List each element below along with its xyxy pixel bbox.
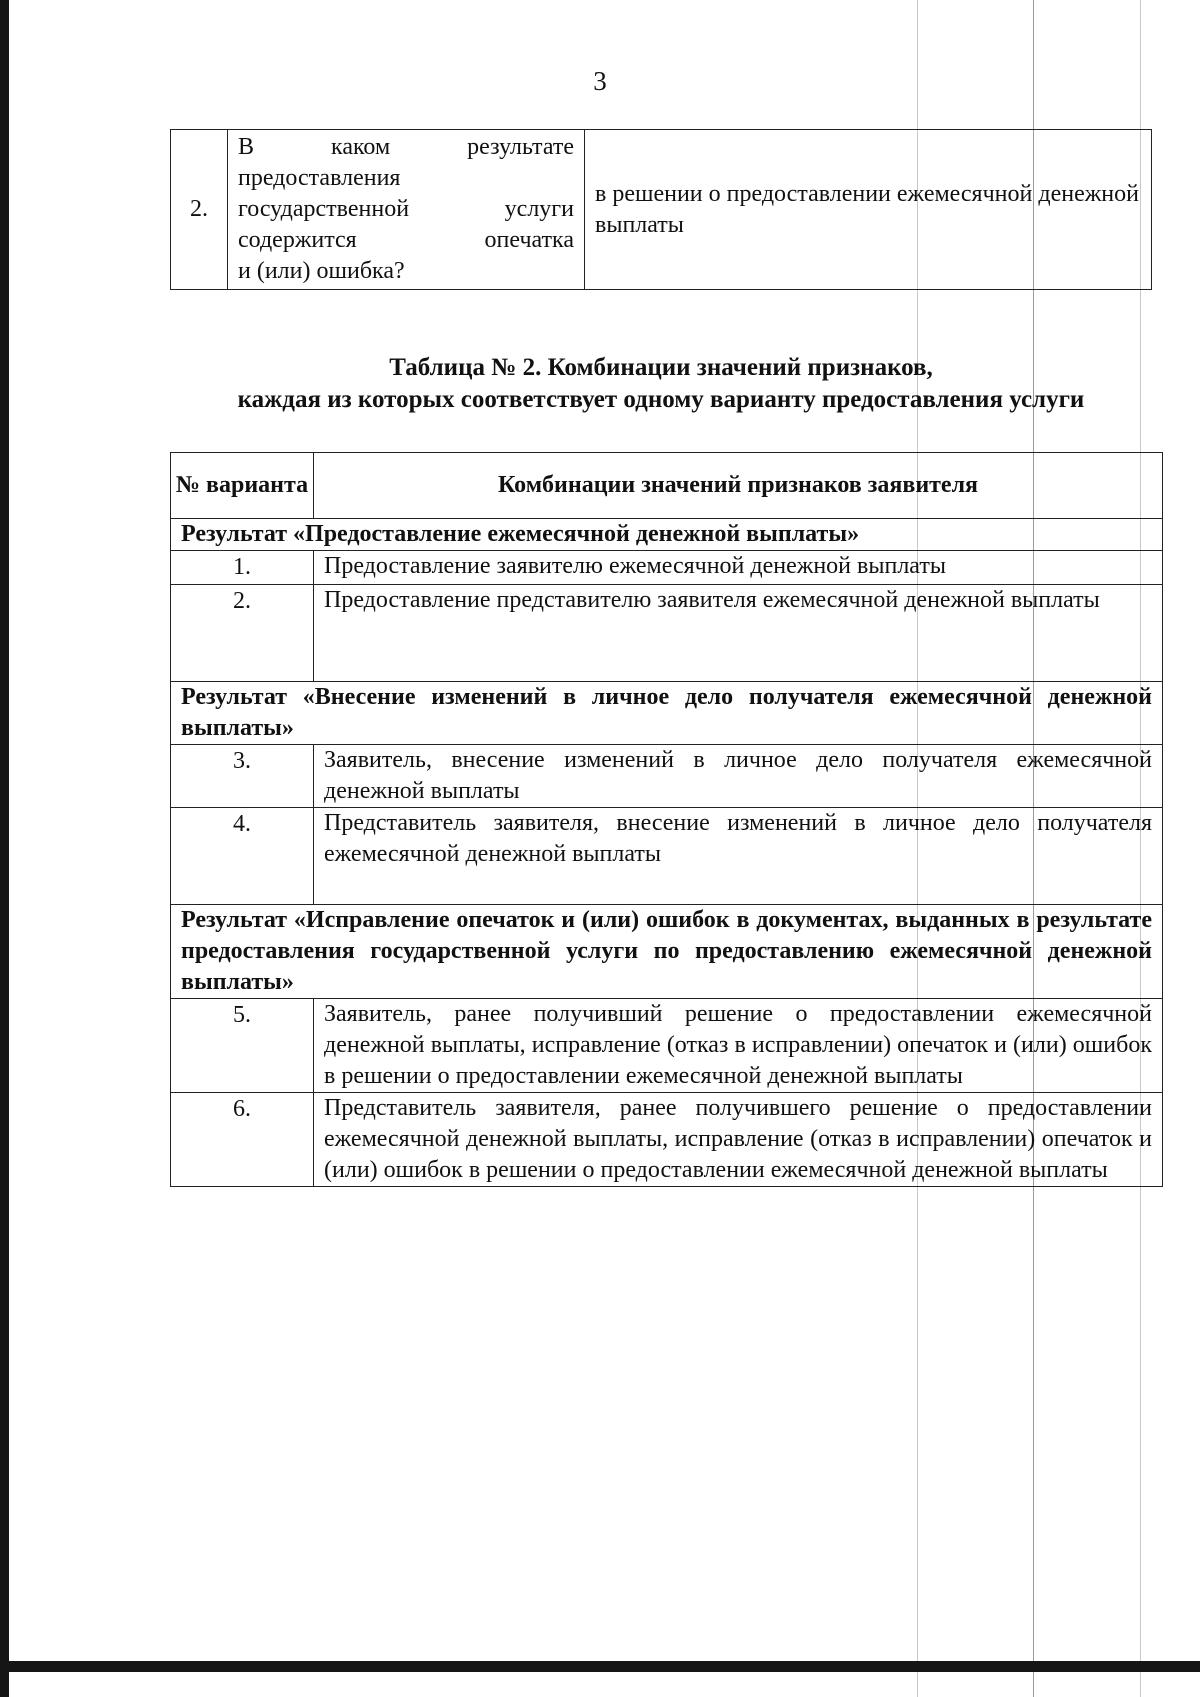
variant-text: Заявитель, внесение изменений в личное дело получателя ежемесячной денежной выплаты (314, 745, 1163, 808)
table-row (171, 999, 1163, 1093)
table-row (171, 808, 1163, 905)
variant-number: 4. (171, 808, 314, 905)
table-row (171, 130, 1152, 290)
caption-line-1: Таблица № 2. Комбинации значений признаков, (389, 354, 933, 381)
question-last-line: и (или) ошибка? (238, 258, 405, 284)
variant-text: Заявитель, ранее получивший решение о предоставлении ежемесячной денежной выплаты, исправление (отказ в исправлении) опечаток и (или) ошибок в решении о предоставлении ежемесячной денежной выплаты (314, 999, 1163, 1093)
scan-bottom-edge (0, 1661, 1200, 1672)
variant-text: Представитель заявителя, внесение изменений в личное дело получателя ежемесячной денежной выплаты (314, 808, 1163, 905)
variant-text: Предоставление заявителю ежемесячной денежной выплаты (314, 551, 1163, 585)
answer-cell: в решении о предоставлении ежемесячной денежной выплаты (585, 130, 1152, 290)
table-caption (170, 352, 1152, 416)
question-table (170, 129, 1152, 290)
variant-text: Предоставление представителю заявителя ежемесячной денежной выплаты (314, 585, 1163, 682)
scan-left-edge (0, 0, 9, 1697)
group-title: Результат «Внесение изменений в личное дело получателя ежемесячной денежной выплаты» (171, 682, 1163, 745)
header-text: Комбинации значений признаков заявителя (314, 453, 1163, 519)
table-row (171, 1093, 1163, 1187)
caption-line-2: каждая из которых соответствует одному варианту предоставления услуги (237, 386, 1085, 413)
variants-table (170, 452, 1163, 1187)
table-row (171, 551, 1163, 585)
variant-number: 6. (171, 1093, 314, 1187)
group-row (171, 519, 1163, 551)
group-title: Результат «Исправление опечаток и (или) ошибок в документах, выданных в результате предоставления государственной услуги по предоставлению ежемесячной денежной выплаты» (171, 905, 1163, 999)
row-number: 2. (171, 130, 228, 290)
group-row (171, 682, 1163, 745)
variant-number: 1. (171, 551, 314, 585)
header-number: № варианта (171, 453, 314, 519)
table-row (171, 745, 1163, 808)
question-text: В каком результате предоставления государственной услуги содержится опечатка (238, 134, 574, 253)
variant-number: 2. (171, 585, 314, 682)
group-title: Результат «Предоставление ежемесячной денежной выплаты» (171, 519, 1163, 551)
table-header-row (171, 453, 1163, 519)
variant-text: Представитель заявителя, ранее получившего решение о предоставлении ежемесячной денежной выплаты, исправление (отказ в исправлении) опечаток и (или) ошибок в решении о предоставлении ежемесячной денежной выплаты (314, 1093, 1163, 1187)
page-number: 3 (593, 66, 607, 96)
variant-number: 3. (171, 745, 314, 808)
variant-number: 5. (171, 999, 314, 1093)
question-cell (228, 130, 585, 290)
table-row (171, 585, 1163, 682)
group-row (171, 905, 1163, 999)
